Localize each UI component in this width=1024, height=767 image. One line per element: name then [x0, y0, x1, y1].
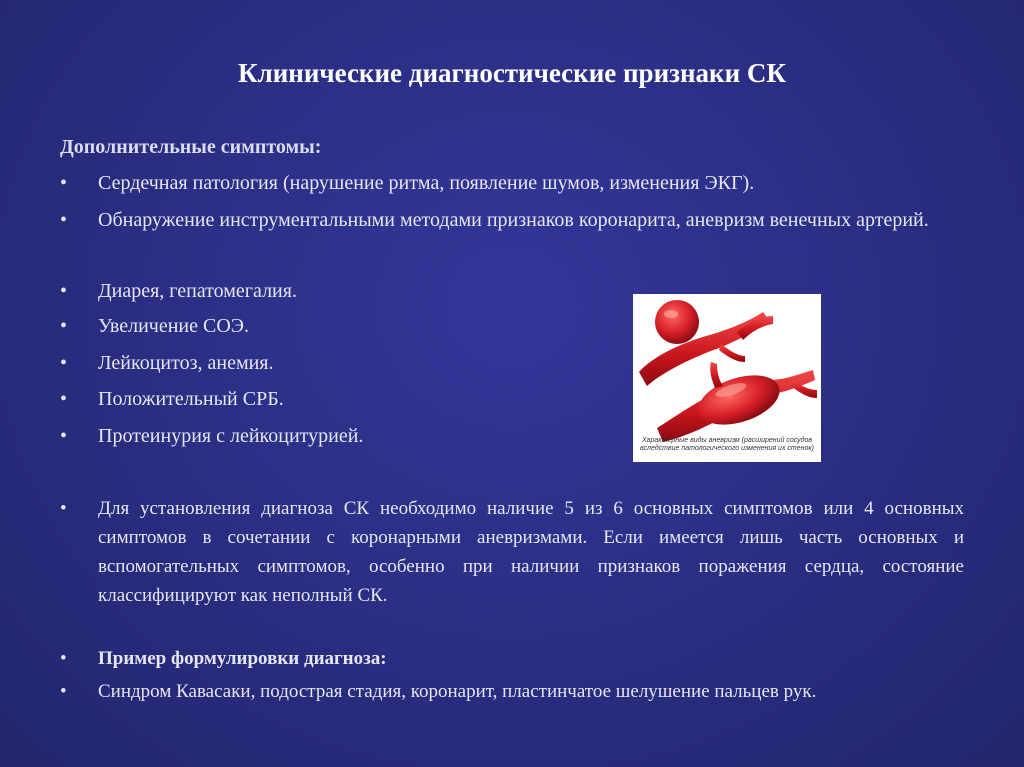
- symptom-text: Протеинурия с лейкоцитурией.: [98, 425, 364, 447]
- symptom-text: Увеличение СОЭ.: [98, 315, 249, 337]
- symptom-text: Диарея, гепатомегалия.: [98, 280, 297, 302]
- bullet-marker: •: [60, 425, 68, 447]
- bullet-marker: •: [60, 681, 67, 702]
- symptom-text: Сердечная патология (нарушение ритма, появление шумов, изменения ЭКГ).: [98, 172, 755, 194]
- symptom-text: Лейкоцитоз, анемия.: [98, 352, 274, 374]
- bullet-marker: •: [60, 388, 68, 410]
- slide-title: Клинические диагностические признаки СК: [238, 58, 786, 88]
- example-diagnosis-text: Синдром Кавасаки, подострая стадия, коронарит, пластинчатое шелушение пальцев рук.: [98, 681, 817, 702]
- additional-symptoms-heading: Дополнительные симптомы:: [60, 136, 322, 158]
- bullet-marker: •: [60, 280, 68, 302]
- bullet-marker: •: [60, 209, 68, 231]
- bullet-marker: •: [60, 498, 67, 519]
- diagnosis-criteria-text: Для установления диагноза СК необходимо наличие 5 из 6 основных симптомов или 4 основных симптомов в сочетании с коронарными аневризмами. Если имеется лишь часть основных и вспомогательных симптомов, особенно при наличии признаков поражения сердца, состояние классифицируют как неполный СК.: [98, 498, 964, 606]
- example-heading: Пример формулировки диагноза:: [98, 648, 387, 669]
- bullet-marker: •: [60, 352, 68, 374]
- symptom-text: Обнаружение инструментальными методами признаков коронарита, аневризм венечных артерий.: [98, 209, 929, 231]
- bullet-marker: •: [60, 648, 67, 669]
- bullet-marker: •: [60, 172, 68, 194]
- symptom-text: Положительный СРБ.: [98, 388, 284, 410]
- bullet-marker: •: [60, 315, 68, 337]
- figure-caption: Характерные виды аневризм (расширений сосудов вследствие патологического изменения их стенок): [640, 437, 814, 452]
- aneurysm-illustration: [633, 294, 821, 462]
